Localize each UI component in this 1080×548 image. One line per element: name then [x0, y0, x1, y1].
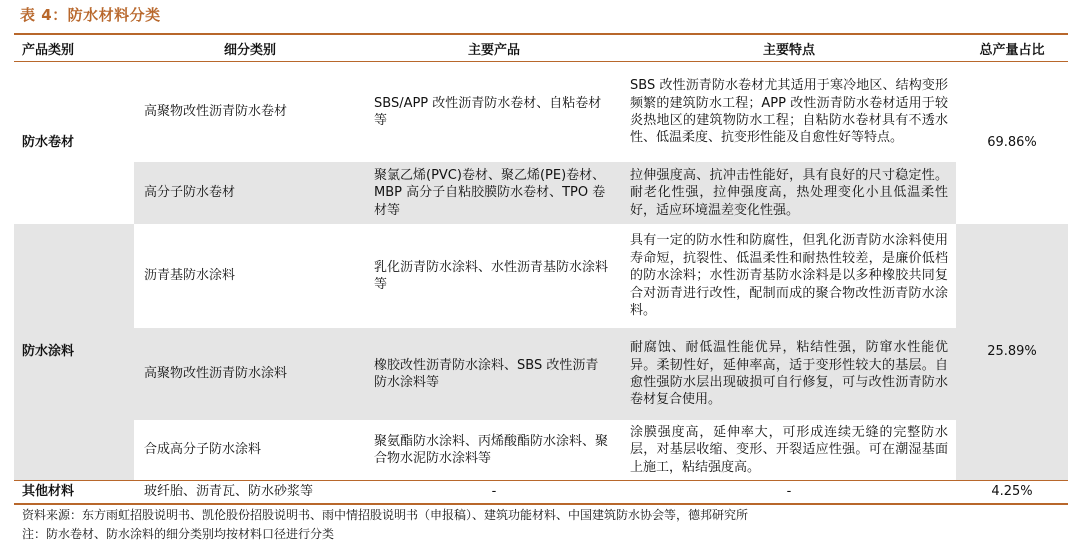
products-cell: -	[366, 481, 622, 505]
table-row	[14, 481, 1068, 505]
features-cell: 耐腐蚀、耐低温性能优异，粘结性强，防窜水性能优异。柔韧性好，延伸率高，适于变形性较大的基层。自愈性强防水层出现破损可自行修复，可与改性沥青防水卷材复合使用。	[622, 328, 956, 420]
features-cell: 具有一定的防水性和防腐性，但乳化沥青防水涂料使用寿命短，抗裂性、低温柔性和耐热性较差，是廉价低档的防水涂料；水性沥青基防水涂料是以多种橡胶共同复合对沥青进行改性，配制而成的聚合物改性沥青防水涂料。	[630, 233, 948, 319]
features-cell: 拉伸强度高、抗冲击性能好，具有良好的尺寸稳定性。耐老化性强，拉伸强度高，热处理变化小且低温柔性好，适应环境温差变化性强。	[622, 162, 956, 224]
products-cell: 聚氨酯防水涂料、丙烯酸酯防水涂料、聚合物水泥防水涂料等	[374, 433, 609, 466]
share-cell: 4.25%	[956, 481, 1068, 505]
footnote: 注：防水卷材、防水涂料的细分类别均按材料口径进行分类	[22, 527, 335, 541]
products-cell: SBS/APP 改性沥青防水卷材、自粘卷材等	[374, 95, 602, 128]
header-subcategory: 细分类别	[134, 34, 366, 62]
table-row	[14, 162, 1068, 224]
table-title: 表 4：防水材料分类	[20, 6, 161, 24]
source-note: 资料来源：东方雨虹招股说明书、凯伦股份招股说明书、雨中情招股说明书（申报稿）、建筑功能材料、中国建筑防水协会等，德邦研究所	[22, 508, 749, 522]
products-cell: 乳化沥青防水涂料、水性沥青基防水涂料等	[374, 259, 609, 292]
table-row	[14, 328, 1068, 420]
category-cell: 防水涂料	[14, 224, 134, 481]
waterproof-materials-table	[14, 33, 1068, 505]
header-features: 主要特点	[622, 34, 956, 62]
subcategory-cell: 高聚物改性沥青防水卷材	[144, 104, 288, 120]
table-row	[14, 420, 1068, 481]
header-share: 总产量占比	[956, 34, 1068, 62]
products-cell: 橡胶改性沥青防水涂料、SBS 改性沥青防水涂料等	[366, 328, 622, 420]
category-cell: 防水卷材	[22, 135, 75, 151]
header-products: 主要产品	[366, 34, 622, 62]
table-row	[14, 224, 1068, 328]
category-cell: 其他材料	[14, 481, 134, 505]
table-row	[14, 62, 1068, 163]
table-notes	[22, 506, 748, 544]
subcategory-cell: 玻纤胎、沥青瓦、防水砂浆等	[134, 481, 366, 505]
products-cell: 聚氯乙烯(PVC)卷材、聚乙烯(PE)卷材、MBP 高分子自粘胶膜防水卷材、TPO 卷材等	[366, 162, 622, 224]
subcategory-cell: 高分子防水卷材	[134, 162, 366, 224]
features-cell: -	[622, 481, 956, 505]
subcategory-cell: 高聚物改性沥青防水涂料	[134, 328, 366, 420]
share-cell: 69.86%	[987, 135, 1037, 151]
features-cell: 涂膜强度高，延伸率大，可形成连续无缝的完整防水层，对基层收缩、变形、开裂适应性强。可在潮湿基面上施工，粘结强度高。	[630, 424, 948, 475]
header-row	[14, 34, 1068, 62]
subcategory-cell: 沥青基防水涂料	[144, 268, 236, 284]
features-cell: SBS 改性沥青防水卷材尤其适用于寒冷地区、结构变形频繁的建筑防水工程；APP 改性沥青防水卷材适用于较炎热地区的建筑物防水工程；自粘防水卷材具有不透水性、低温柔度、抗变形性能及自愈性好等特点。	[630, 78, 948, 146]
share-cell: 25.89%	[956, 224, 1068, 481]
header-category: 产品类别	[14, 34, 134, 62]
subcategory-cell: 合成高分子防水涂料	[144, 442, 262, 458]
